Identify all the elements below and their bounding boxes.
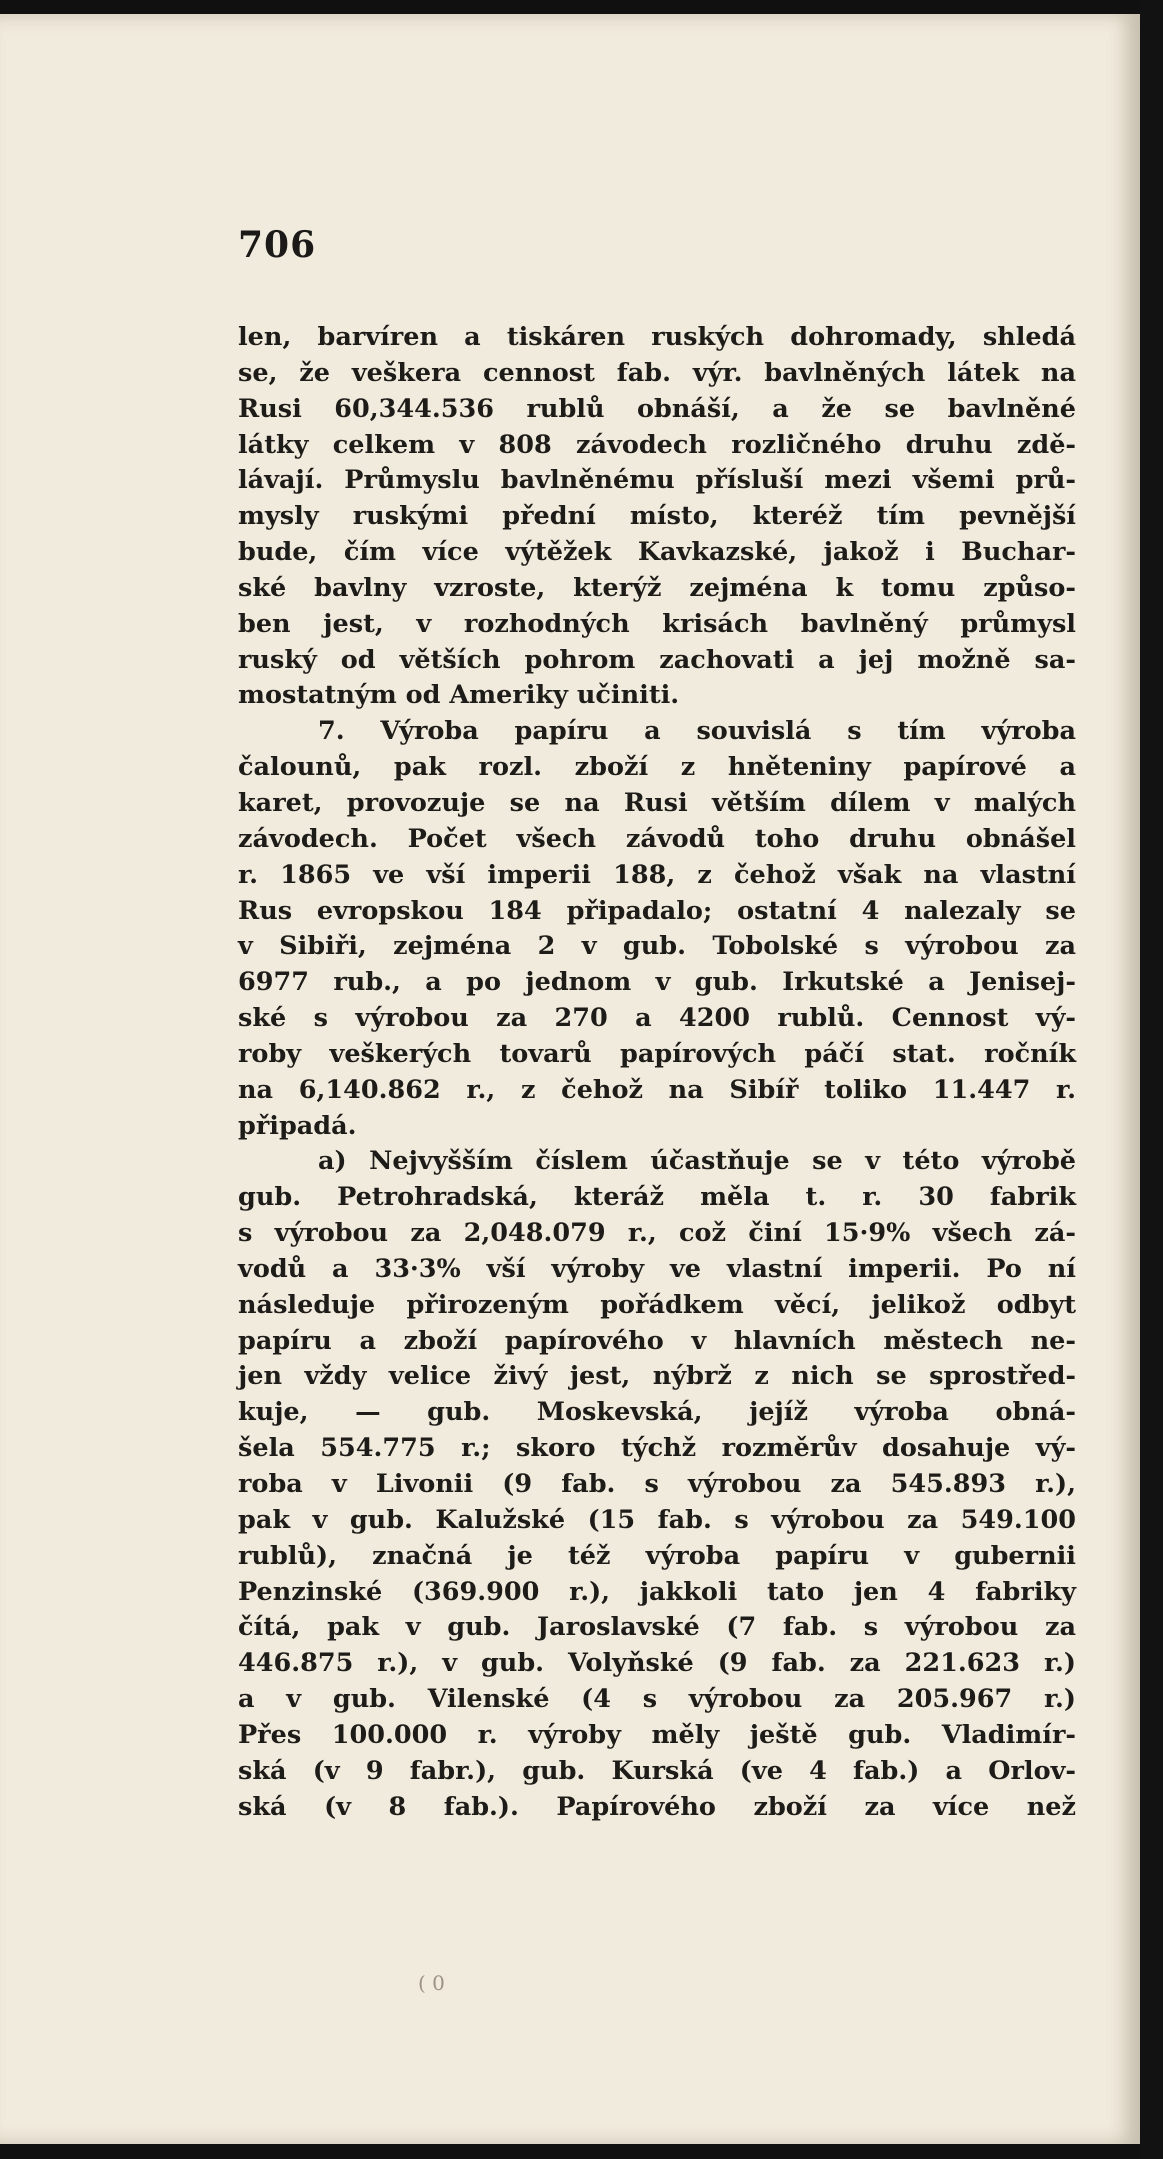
text-line: mysly ruskými přední místo, kteréž tím pevnější (238, 501, 1076, 532)
text-line: Rusi 60,344.536 rublů obnáší, a že se bavlněné (238, 393, 1076, 424)
text-line: a) Nejvyšším číslem účastňuje se v této výrobě (318, 1146, 1076, 1177)
text-line: len, barvíren a tiskáren ruských dohromady, shledá (238, 322, 1076, 352)
text-line: ská (v 8 fab.). Papírového zboží za více než (238, 1791, 1076, 1822)
text-line: 446.875 r.), v gub. Volyňské (9 fab. za 221.623 r.) (238, 1648, 1076, 1679)
text-line: r. 1865 ve vší imperii 188, z čehož však na vlastní (238, 859, 1076, 890)
text-line: látky celkem v 808 závodech rozličného druhu zdě- (238, 429, 1076, 460)
text-line: pak v gub. Kalužské (15 fab. s výrobou za 549.100 (238, 1504, 1076, 1535)
page-number: 706 (238, 224, 317, 266)
text-line: Rus evropskou 184 připadalo; ostatní 4 nalezaly se (238, 895, 1076, 926)
text-line: následuje přirozeným pořádkem věcí, jelikož odbyt (238, 1289, 1076, 1320)
text-line: karet, provozuje se na Rusi větším dílem v malých (238, 787, 1076, 818)
text-line: v Sibiři, zejména 2 v gub. Tobolské s výrobou za (238, 931, 1076, 962)
text-line: šela 554.775 r.; skoro týchž rozměrův dosahuje vý- (238, 1433, 1076, 1464)
text-line: vodů a 33·3% vší výroby ve vlastní imperii. Po ní (238, 1253, 1076, 1284)
footer-mark: ( 0 (418, 1971, 445, 1995)
text-line: kuje, — gub. Moskevská, jejíž výroba obná- (238, 1397, 1076, 1428)
text-line: jen vždy velice živý jest, nýbrž z nich se sprostřed- (238, 1361, 1076, 1392)
text-line: ben jest, v rozhodných krisách bavlněný průmysl (238, 608, 1076, 639)
text-line: papíru a zboží papírového v hlavních městech ne- (238, 1325, 1076, 1356)
text-line: 7. Výroba papíru a souvislá s tím výroba (318, 716, 1076, 747)
page-edge-shadow (1140, 0, 1163, 2159)
text-line: Penzinské (369.900 r.), jakkoli tato jen 4 fabriky (238, 1576, 1076, 1607)
text-line: a v gub. Vilenské (4 s výrobou za 205.967 r.) (238, 1684, 1076, 1715)
text-line: závodech. Počet všech závodů toho druhu obnášel (238, 823, 1076, 854)
text-line: 6977 rub., a po jednom v gub. Irkutské a Jenisej- (238, 967, 1076, 998)
text-line: gub. Petrohradská, kteráž měla t. r. 30 fabrik (238, 1182, 1076, 1213)
body-text (238, 320, 1076, 1825)
text-line: lávají. Průmyslu bavlněnému přísluší mezi všemi prů- (238, 465, 1076, 496)
text-line: roba v Livonii (9 fab. s výrobou za 545.893 r.), (238, 1469, 1076, 1499)
book-page (0, 14, 1140, 2144)
text-line: rublů), značná je též výroba papíru v gubernii (238, 1540, 1076, 1571)
text-line: na 6,140.862 r., z čehož na Sibíř toliko 11.447 r. (238, 1074, 1076, 1105)
text-line: připadá. (238, 1110, 357, 1141)
text-line: čítá, pak v gub. Jaroslavské (7 fab. s výrobou za (238, 1612, 1076, 1643)
text-line: Přes 100.000 r. výroby měly ještě gub. Vladimír- (238, 1719, 1076, 1750)
text-line: čalounů, pak rozl. zboží z hněteniny papírové a (238, 752, 1076, 783)
text-line: ská (v 9 fabr.), gub. Kurská (ve 4 fab.) a Orlov- (238, 1755, 1076, 1786)
text-line: s výrobou za 2,048.079 r., což činí 15·9% všech zá- (238, 1218, 1076, 1249)
text-line: ské s výrobou za 270 a 4200 rublů. Cennost vý- (238, 1003, 1076, 1034)
text-line: roby veškerých tovarů papírových páčí stat. ročník (238, 1038, 1076, 1069)
text-line: mostatným od Ameriky učiniti. (238, 680, 680, 711)
text-line: ruský od větších pohrom zachovati a jej možně sa- (238, 644, 1076, 675)
text-line: bude, čím více výtěžek Kavkazské, jakož i Buchar- (238, 537, 1076, 568)
text-line: ské bavlny vzroste, kterýž zejména k tomu způso- (238, 572, 1076, 603)
text-line: se, že veškera cennost fab. výr. bavlněných látek na (238, 357, 1076, 388)
